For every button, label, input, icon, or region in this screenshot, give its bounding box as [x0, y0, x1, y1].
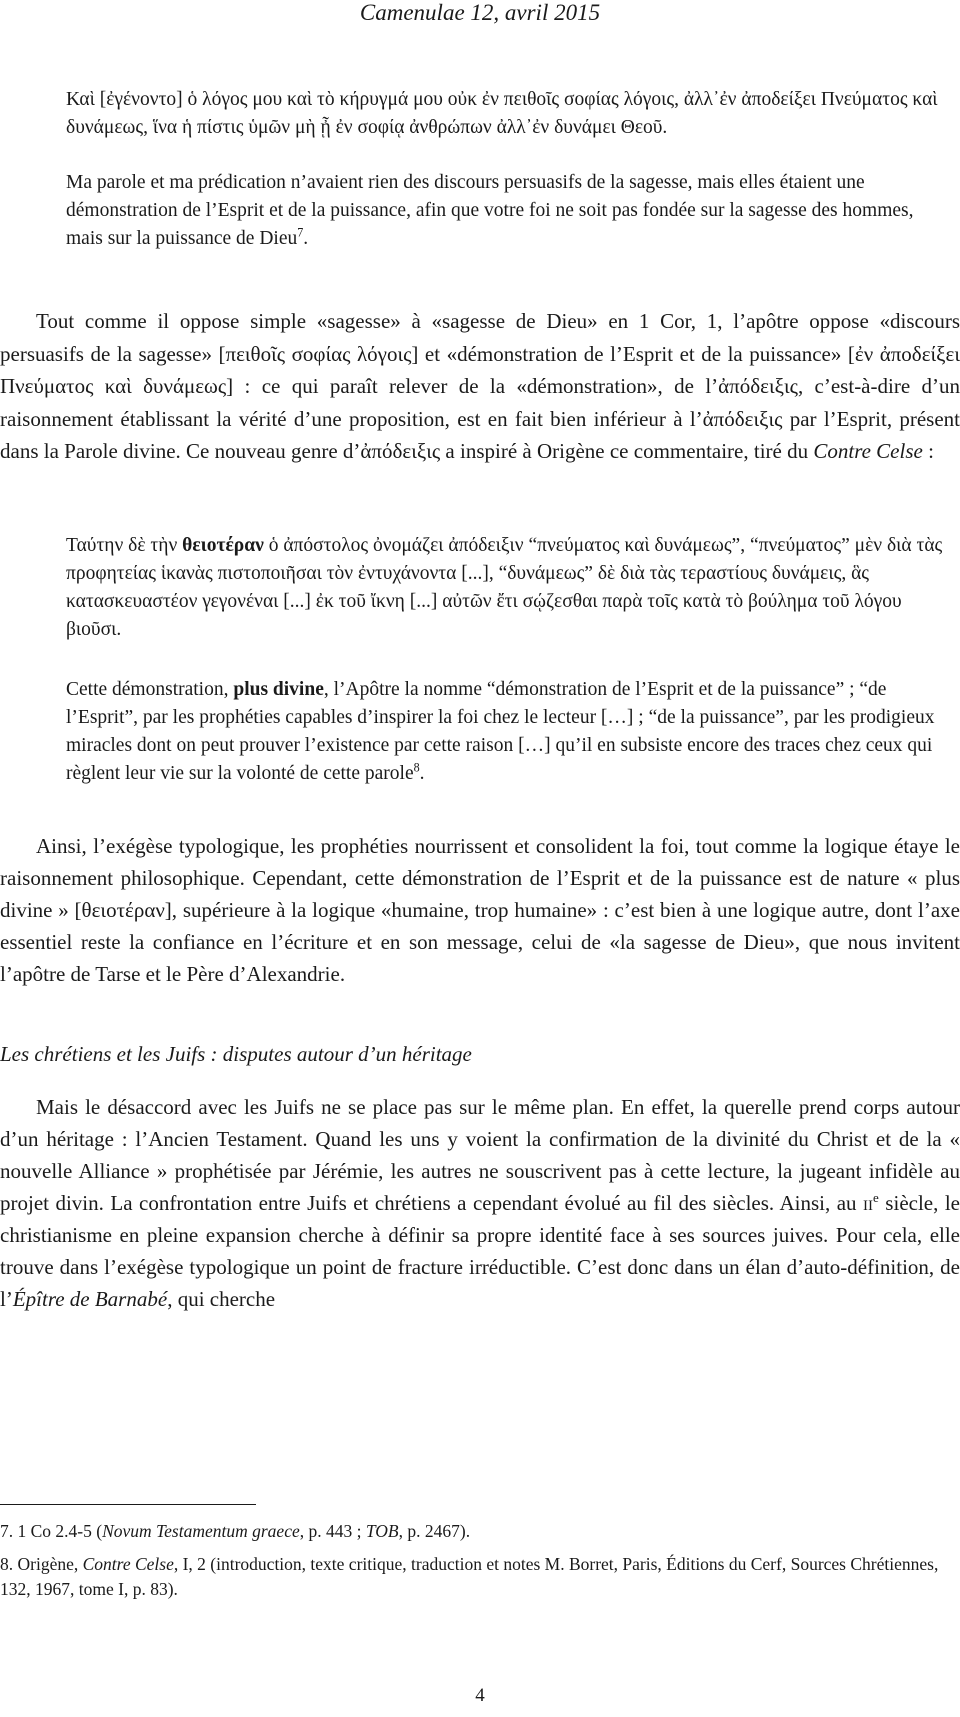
paragraph-3-text: Mais le désaccord avec les Juifs ne se place pas sur le même plan. En effet, la querelle prend corps autour d’un héritage : l’Ancien Testament. Quand les uns y voient la confirmation de la divinité du Christ et de la « nouvelle Alliance » prophétisée par Jérémie, les autres ne souscrivent pas à cette lecture, la jugeant infidèle au projet divin. La confrontation entre Juifs et chrétiens a cependant évolué au fil des siècles. Ainsi, au: [0, 1095, 960, 1215]
paragraph-1: [0, 305, 960, 468]
footnote-separator: [0, 1504, 256, 1505]
footnote-7: [0, 1519, 960, 1544]
paragraph-3-end: , qui cherche: [167, 1287, 276, 1311]
footnote-8-work: Contre Celse: [82, 1554, 174, 1574]
footnote-7-text-2: , p. 443 ;: [299, 1521, 366, 1541]
greek-quote: Καὶ [ἐγένοντο] ὁ λόγος μου καὶ τὸ κήρυγμά μου οὐκ ἐν πειθοῖς σοφίας λόγοις, ἀλλ᾽ἐν ἀποδείξει Πνεύματος καὶ δυνάμεως, ἵνα ἡ πίστις ὑμῶν μὴ ᾖ ἐν σοφίᾳ ἀνθρώπων ἀλλ᾽ἐν δυνάμει Θεοῦ.: [66, 89, 938, 138]
paragraph-3-text-cont: siècle, le christianisme en pleine expansion cherche à définir sa propre identité face à ses sources juives. Pour cela, elle trouve dans l’exégèse typologique un point de fracture irréductible. C’est donc dans un élan d’auto-définition, de l’: [0, 1191, 960, 1311]
greek-text-rest: ὁ ἀπόστολος ὀνομάζει ἀπόδειξιν “πνεύματος καὶ δυνάμεως”, “πνεύματος” μὲν διὰ τὰς προφητείας ἱκανὰς πιστοποιῆσαι τὸν ἐντυχάνοντα [...], “δυνάμεως” δὲ διὰ τὰς τεραστίους δυνάμεις, ἃς κατασκευαστέον γεγονέναι [...] ἐκ τοῦ ἴκνη [...] αὐτῶν ἔτι σῴζεσθαι παρὰ τοῖς κατὰ τὸ βούλημα τοῦ λόγου βιοῦσι.: [66, 535, 943, 640]
section-heading: Les chrétiens et les Juifs : disputes autour d’un héritage: [0, 1042, 472, 1066]
translation-end: .: [303, 228, 309, 249]
french-text-end: .: [419, 763, 425, 784]
footnote-8-text-2: , I, 2 (introduction, texte critique, traduction et notes M. Borret, Paris, Éditions du Cerf, Sources Chrétiennes, 132, 1967, tome I, p. 83).: [0, 1554, 939, 1599]
footnote-7-work-2: TOB: [365, 1521, 399, 1541]
block-quote-1: [66, 86, 948, 253]
footnote-ref-7[interactable]: 7: [297, 225, 304, 240]
footnote-8: [0, 1552, 960, 1602]
greek-quote-origen: [66, 532, 948, 644]
century-suffix: e: [873, 1190, 879, 1205]
century-numeral: ii: [863, 1191, 874, 1215]
translation-text: Ma parole et ma prédication n’avaient rien des discours persuasifs de la sagesse, mais elles étaient une démonstration de l’Esprit et de la puissance, afin que votre foi ne soit pas fondée sur la sagesse des hommes, mais sur la puissance de Dieu: [66, 172, 914, 249]
running-header: Camenulae 12, avril 2015: [359, 0, 601, 25]
paragraph-1-text: Tout comme il oppose simple «sagesse» à «sagesse de Dieu» en 1 Cor, 1, l’apôtre oppose «discours persuasifs de la sagesse» [πειθοῖς σοφίας λόγοις] et «démonstration de l’Esprit et de la puissance» [ἐν ἀποδείξει Πνεύματος καὶ δυνάμεως] : ce qui paraît relever de la «démonstration», de l’ἀπόδειξις, c’est-à-dire d’un raisonnement établissant la vérité d’une proposition, est en fait bien inférieur à l’ἀπόδειξις par l’Esprit, présent dans la Parole divine. Ce nouveau genre d’ἀπόδειξις a inspiré à Origène ce commentaire, tiré du: [0, 309, 960, 463]
page-number: 4: [475, 1685, 485, 1706]
footnote-7-work: Novum Testamentum graece: [102, 1521, 300, 1541]
quote-translation: [66, 169, 948, 253]
paragraph-1-end: :: [922, 439, 934, 463]
footnote-7-text-3: , p. 2467).: [398, 1521, 471, 1541]
block-quote-2: [66, 532, 948, 788]
greek-text-start: Ταύτην δὲ τὴν: [66, 535, 183, 556]
french-text-start: Cette démonstration,: [66, 679, 234, 700]
paragraph-3: [0, 1091, 960, 1315]
paragraph-2: [0, 830, 960, 990]
footnote-7-text: 1 Co 2.4-5 (: [13, 1521, 103, 1541]
work-title-contre-celse: Contre Celse: [813, 439, 923, 463]
french-text-rest: , l’Apôtre la nomme “démonstration de l’Esprit et de la puissance” ; “de l’Esprit”, par les prophéties capables d’inspirer la foi chez le lecteur […] ; “de la puissance”, par les prodigieux miracles dont on peut prouver l’existence par cette raison […] qu’il en subsiste encore des traces chez ceux qui règlent leur vie sur la volonté de cette parole: [66, 679, 935, 784]
footnote-8-text: Origène,: [13, 1554, 83, 1574]
footnote-ref-8[interactable]: 8: [413, 760, 420, 775]
footnote-8-number: 8.: [0, 1554, 14, 1574]
french-emphasis: plus divine: [233, 679, 324, 700]
work-title-barnabe: Épître de Barnabé: [12, 1287, 168, 1311]
footnote-7-number: 7.: [0, 1521, 14, 1541]
french-quote-origen: [66, 676, 948, 788]
paragraph-2-text: Ainsi, l’exégèse typologique, les prophéties nourrissent et consolident la foi, tout comme la logique étaye le raisonnement philosophique. Cependant, cette démonstration de l’Esprit et de la puissance est de nature « plus divine » [θειοτέραν], supérieure à la logique «humaine, trop humaine» : c’est bien à une logique autre, dont l’axe essentiel reste la confiance en l’écriture et en son message, celui de «la sagesse de Dieu», que nous invitent l’apôtre de Tarse et le Père d’Alexandrie.: [0, 834, 960, 986]
greek-emphasis: θειοτέραν: [182, 535, 264, 556]
